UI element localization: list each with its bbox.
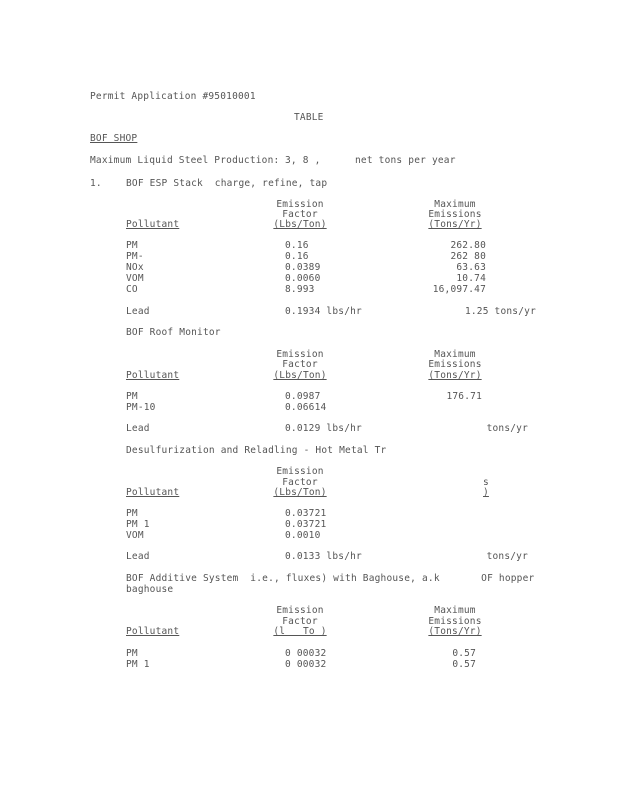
emissions-header: Maximum	[434, 349, 476, 360]
max-emissions: 16,097.47	[432, 284, 486, 295]
lead-label: Lead	[126, 306, 150, 317]
factor-header: Factor	[282, 359, 318, 370]
lead-factor: 0.0129 lbs/hr	[285, 423, 362, 434]
lead-emissions: 1.25 tons/yr	[464, 306, 536, 317]
section-title: BOF Roof Monitor	[126, 327, 221, 338]
emissions-header: Emissions	[428, 359, 482, 370]
lead-label: Lead	[126, 551, 150, 562]
pollutant-name: PM	[126, 508, 138, 519]
pollutant-header: Pollutant	[126, 626, 180, 637]
shop-heading: BOF SHOP	[90, 133, 138, 144]
pollutant-name: VOM	[126, 530, 144, 541]
emissions-header: (Tons/Yr)	[428, 626, 482, 637]
max-emissions: 10.74	[456, 273, 486, 284]
pollutant-name: PM-	[126, 251, 144, 262]
factor-header: Emission	[276, 349, 324, 360]
table-title: TABLE	[294, 112, 324, 123]
emission-factor: 8.993	[285, 284, 315, 295]
factor-header: Factor	[282, 209, 318, 220]
max-emissions: 63.63	[456, 262, 486, 273]
pollutant-name: PM 1	[126, 519, 150, 530]
lead-emissions: tons/yr	[486, 423, 528, 434]
factor-header: (Lbs/Ton)	[273, 487, 327, 498]
pollutant-name: PM 1	[126, 659, 150, 670]
production-unit: net tons per year	[355, 155, 456, 166]
emissions-header: Emissions	[428, 209, 482, 220]
emissions-header: Maximum	[434, 605, 476, 616]
emission-factor: 0.0389	[285, 262, 321, 273]
emission-factor: 0.03721	[285, 508, 327, 519]
emissions-header: Maximum	[434, 199, 476, 210]
production-value: 3, 8 ,	[285, 155, 321, 166]
section-title: Desulfurization and Reladling - Hot Metal Tr	[126, 445, 387, 456]
pollutant-name: CO	[126, 284, 138, 295]
emission-factor: 0.16	[285, 240, 309, 251]
emission-factor: 0.0010	[285, 530, 321, 541]
factor-header: Factor	[282, 616, 318, 627]
max-emissions: 176.71	[446, 391, 482, 402]
section-title-continued: baghouse	[126, 584, 174, 595]
pollutant-name: PM-10	[126, 402, 156, 413]
factor-header: Emission	[276, 466, 324, 477]
emission-factor: 0.06614	[285, 402, 327, 413]
emissions-header: (Tons/Yr)	[428, 219, 482, 230]
factor-header: (l To )	[273, 626, 327, 637]
emission-factor: 0.0987	[285, 391, 321, 402]
section-title: BOF ESP Stack charge, refine, tap	[126, 178, 328, 189]
permit-number: Permit Application #95010001	[90, 91, 256, 102]
pollutant-name: PM	[126, 240, 138, 251]
emission-factor: 0.16	[285, 251, 309, 262]
factor-header: Factor	[282, 477, 318, 488]
pollutant-name: VOM	[126, 273, 144, 284]
production-label: Maximum Liquid Steel Production:	[90, 155, 280, 166]
factor-header: Emission	[276, 199, 324, 210]
section-number: 1.	[90, 178, 102, 189]
emissions-header: (Tons/Yr)	[428, 370, 482, 381]
max-emissions: 0.57	[452, 648, 476, 659]
pollutant-header: Pollutant	[126, 370, 180, 381]
emissions-header: )	[483, 487, 489, 498]
emission-factor: 0.03721	[285, 519, 327, 530]
pollutant-header: Pollutant	[126, 487, 180, 498]
factor-header: (Lbs/Ton)	[273, 370, 327, 381]
emissions-header: s	[483, 477, 489, 488]
max-emissions: 262.80	[450, 240, 486, 251]
max-emissions: 262 80	[450, 251, 486, 262]
lead-factor: 0.1934 lbs/hr	[285, 306, 362, 317]
pollutant-name: PM	[126, 648, 138, 659]
pollutant-name: PM	[126, 391, 138, 402]
lead-factor: 0.0133 lbs/hr	[285, 551, 362, 562]
lead-emissions: tons/yr	[486, 551, 528, 562]
emissions-header: Emissions	[428, 616, 482, 627]
emission-factor: 0.0060	[285, 273, 321, 284]
emission-factor: 0 00032	[285, 659, 327, 670]
emission-factor: 0 00032	[285, 648, 327, 659]
pollutant-header: Pollutant	[126, 219, 180, 230]
max-emissions: 0.57	[452, 659, 476, 670]
lead-label: Lead	[126, 423, 150, 434]
factor-header: (Lbs/Ton)	[273, 219, 327, 230]
section-title: BOF Additive System i.e., fluxes) with Baghouse, a.k OF hopper	[126, 573, 535, 584]
pollutant-name: NOx	[126, 262, 144, 273]
factor-header: Emission	[276, 605, 324, 616]
